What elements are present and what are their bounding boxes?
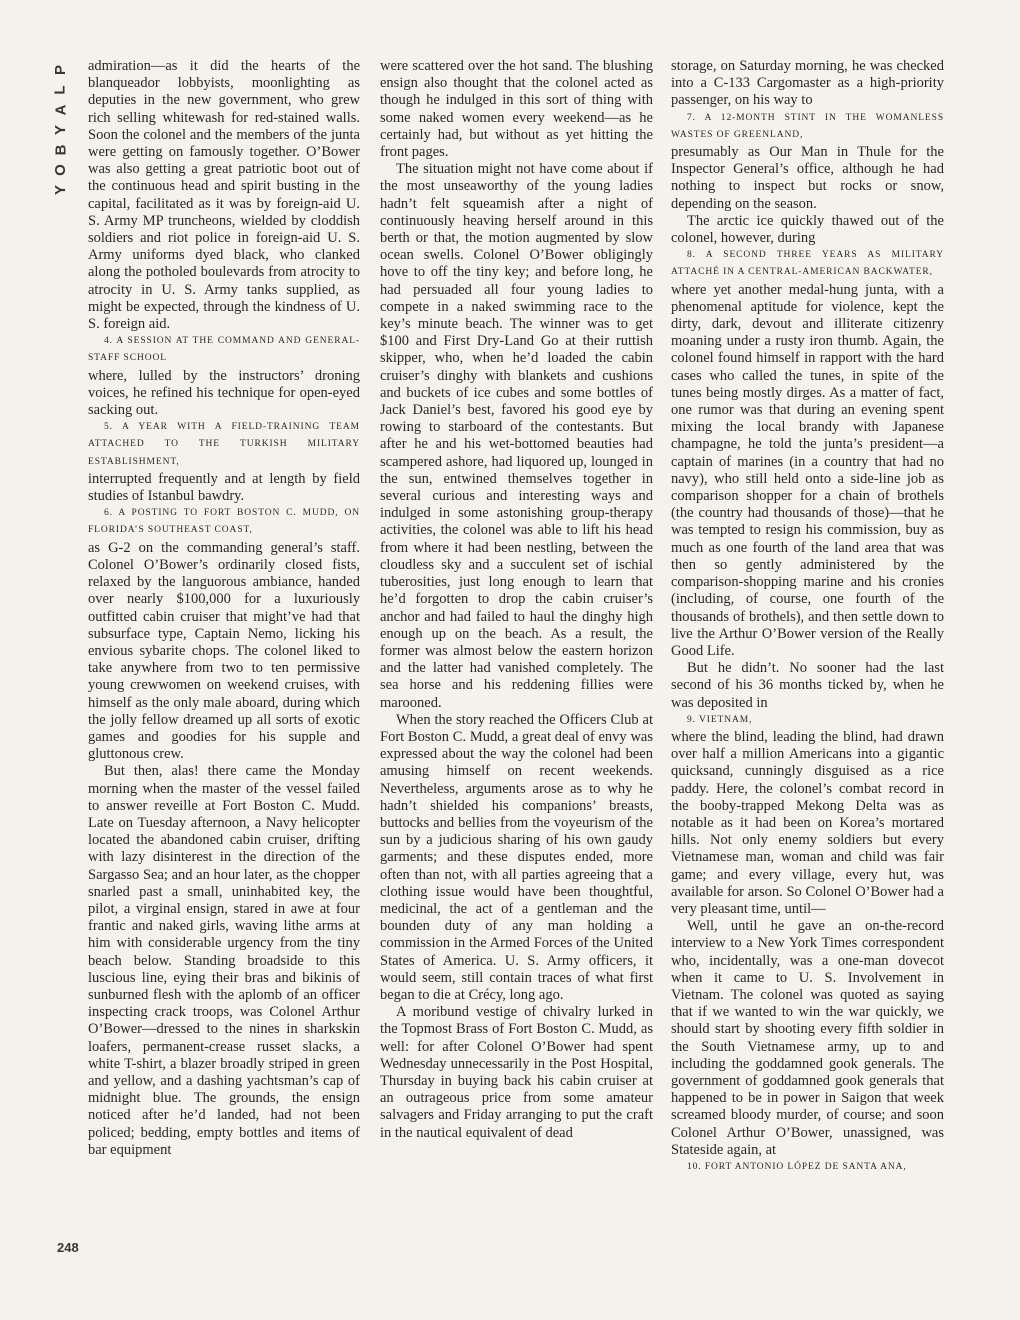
title-letter: L (51, 85, 69, 95)
title-letter: O (51, 164, 69, 176)
text-column-1 (88, 58, 360, 1159)
text-column-2 (380, 58, 653, 1142)
paragraph: storage, on Saturday morning, he was checked into a C-133 Cargomaster as a high-priority passenger, on his way to (671, 58, 944, 109)
paragraph: A moribund vestige of chivalry lurked in the Topmost Brass of Fort Boston C. Mudd, as well: for after Colonel O’Bower had spent Wednesday unnecessarily in the Post Hospital, Thursday in buying back his cabin cruiser at an outrageous price from some amateur salvagers and Friday arranging to put the craft in the nautical equivalent of dead (380, 1004, 653, 1141)
section-heading: 4. A SESSION AT THE COMMAND AND GENERAL-STAFF SCHOOL (88, 336, 360, 364)
section-heading: 9. VIETNAM, (687, 714, 753, 725)
paragraph: where yet another medal-hung junta, with a phenomenal aptitude for violence, kept the dirty, dark, devout and illiterate citizenry moaning under a rusty iron thumb. Again, the colonel found himself in rapport with the hard cases who called the tunes, in spite of the tunes being mostly dirges. As a matter of fact, one rumor was that during an evening spent mixing the local brandy with Japanese champagne, he told the junta’s president—a captain of marines (in a country that had no navy), who still held onto a side-line job as comparison shopper for a chain of brothels (the country had thousands of those)—that he was tempted to resign his commission, buy as much as one fourth of the land area that was then so gently administered by the comparison-shopping marine and his cronies (including, of course, one fourth of the thousands of brothels), and then settle down to live the Arthur O’Bower version of the Really Good Life. (671, 281, 944, 659)
paragraph: When the story reached the Officers Club at Fort Boston C. Mudd, a great deal of envy was expressed about the way the colonel had been amusing himself on recent weekends. Nevertheless, arguments arose as to why he hadn’t shielded his companions’ breasts, buttocks and bellies from the voyeurism of the sun by a judicious sharing of his own gaudy garments; and these disputes ended, more often than not, with all parties agreeing that a clothing issue would have been thoughtful, medicinal, the act of a gentleman and the bounden duty of any man holding a commission in the Armed Forces of the United States of America. U. S. Army officers, it would seem, still contain traces of what first began to die at Crécy, long ago. (380, 711, 653, 1003)
paragraph: The arctic ice quickly thawed out of the colonel, however, during (671, 212, 944, 247)
paragraph: presumably as Our Man in Thule for the Inspector General’s office, although he had nothing to inspect but rocks or snow, depending on the season. (671, 144, 944, 212)
section-heading: 5. A YEAR WITH A FIELD-TRAINING TEAM ATTACHED TO THE TURKISH MILITARY ESTABLISHMENT, (88, 422, 360, 467)
paragraph: were scattered over the hot sand. The blushing ensign also thought that the colonel acted as though he indulged in this sort of thing with some naked women every weekend—as he certainly had, but without as yet hitting the front pages. (380, 58, 653, 161)
section-heading: 8. A SECOND THREE YEARS AS MILITARY ATTACHÉ IN A CENTRAL-AMERICAN BACKWATER, (671, 250, 944, 278)
section-heading: 10. FORT ANTONIO LÓPEZ DE SANTA ANA, (687, 1162, 907, 1172)
section-heading: 6. A POSTING TO FORT BOSTON C. MUDD, ON FLORIDA’S SOUTHEAST COAST, (88, 508, 360, 536)
title-letter: P (51, 64, 69, 76)
paragraph: where the blind, leading the blind, had drawn over half a million Americans into a gigantic quicksand, cunningly disguised as a rice paddy. Here, the colonel’s combat record in the booby-trapped Mekong Delta was as notable as it had been on Korea’s mortared hills. Not only enemy soldiers but every Vietnamese man, woman and child was fair game; and every village, every hut, was available for arson. So Colonel O’Bower had a very pleasant time, until— (671, 728, 944, 917)
title-letter: Y (51, 124, 69, 136)
paragraph: admiration—as it did the hearts of the blanqueador lobbyists, moonlighting as deputies in the new government, who grew rich selling whitewash for red-stained walls. Soon the colonel and the members of the junta were getting on famously together. O’Bower was also getting a great patriotic boot out of the continuous head and spirit busting in the capital, facilitated as it was by foreign-aid U. S. Army MP truncheons, wielded by cloddish soldiers and riot police in foreign-aid U. S. Army uniforms dyed black, who clanked along the potholed boulevards from atrocity to atrocity in U. S. Army tanks supplied, as might be expected, through the kindness of U. S. foreign aid. (88, 58, 360, 333)
paragraph: The situation might not have come about if the most unseaworthy of the young ladies hadn’t felt squeamish after a night of continuously heaving herself around in this berth or that, the motion augmented by slow ocean swells. Colonel O’Bower obligingly hove to off the tiny key; and before long, he had persuaded all four young ladies to compete in a naked swimming race to the key’s minute beach. The winner was to get $100 and First Dry-Land Go at their ruttish skipper, who, when he’d loaded the cabin cruiser’s dinghy with blankets and cushions and buckets of ice cubes and some bottles of Jack Daniel’s best, favored his good eye by rowing to starboard of the contestants. But after he and his wet-bottomed beauties had scampered ashore, had liquored up, lounged in the sun, entwined themselves together in several curious and interesting ways and indulged in some astonishing group-therapy activities, the colonel was able to lift his head from where it had been nestling, between the cloudless sky and a succulent set of ischial tuberosities, just long enough to learn that he’d forgotten to drop the cabin cruiser’s anchor and had failed to haul the dinghy high enough up on the beach. As a result, the former was almost below the eastern horizon and the latter had vanished completely. The sea horse and his reddening fillies were marooned. (380, 161, 653, 711)
title-letter: B (52, 144, 69, 156)
text-column-3 (671, 58, 944, 1176)
page-number: 248 (57, 1240, 79, 1255)
paragraph: But then, alas! there came the Monday morning when the master of the vessel failed to answer reveille at Fort Boston C. Mudd. Late on Tuesday afternoon, a Navy helicopter located the abandoned cabin cruiser, drifting with lazy disinterest in the direction of the Sargasso Sea; and an hour later, as the chopper snarled past a small, uninhabited key, the pilot, a virginal ensign, stared in awe at four frantic and naked girls, waving lithe arms at him with considerable urgency from the tiny beach below. Standing broadside to this luscious line, eying their bras and bikinis of sunburned flesh with the aplomb of an officer inspecting crack troops, was Colonel Arthur O’Bower—dressed to the nines in sharkskin loafers, permanent-crease russet slacks, a white T-shirt, a blazer broadly striped in green and yellow, and a dashing yachtsman’s cap of midnight blue. The grounds, the ensign noticed after he’d landed, had not been policed; bedding, empty bottles and items of bar equipment (88, 763, 360, 1158)
paragraph: where, lulled by the instructors’ droning voices, he refined his technique for open-eyed sacking out. (88, 367, 360, 419)
paragraph: But he didn’t. No sooner had the last second of his 36 months ticked by, when he was deposited in (671, 660, 944, 711)
title-letter: Y (51, 184, 69, 196)
paragraph: interrupted frequently and at length by field studies of Istanbul bawdry. (88, 470, 360, 505)
title-letter: A (52, 104, 69, 116)
paragraph: as G-2 on the commanding general’s staff. Colonel O’Bower’s ordinarily closed fists, relaxed by the languorous ambiance, handed over nearly $100,000 for a luxuriously outfitted cabin cruiser that might’ve had that subsurface type, Captain Nemo, licking his envious sybarite chops. The colonel liked to take anywhere from two to ten permissive young crewwomen on weekend cruises, with himself as the only male aboard, during which the jolly fellow dreamed up all sorts of exotic games and goodies for his supple and gluttonous crew. (88, 539, 360, 763)
magazine-title-vertical (50, 60, 72, 200)
section-heading: 7. A 12-MONTH STINT IN THE WOMANLESS WASTES OF GREENLAND, (671, 112, 944, 140)
paragraph: Well, until he gave an on-the-record interview to a New York Times correspondent who, incidentally, was a one-man dovecot when it came to U. S. Involvement in Vietnam. The colonel was quoted as saying that if we wanted to win the war quickly, we should start by shooting every fifth soldier in the South Vietnamese army, up to and including the goddamned gook generals. The government of goddamned gook generals that happened to be in power in Saigon that week screamed bloody murder, of course; and soon Colonel Arthur O’Bower, unassigned, was Stateside again, at (671, 918, 944, 1158)
